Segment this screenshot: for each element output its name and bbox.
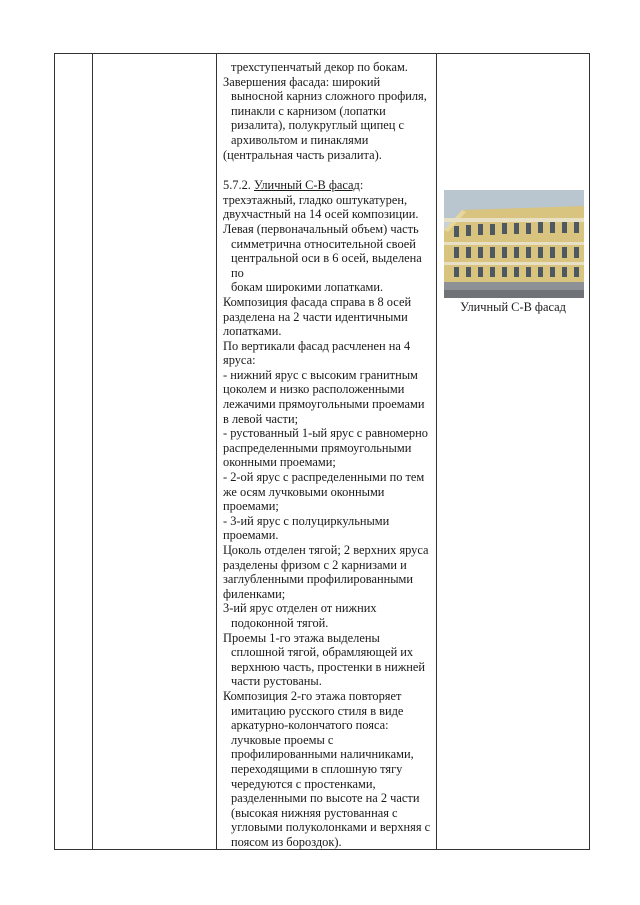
text-line: оконными проемами;	[223, 455, 336, 470]
text-line: переходящими в сплошную тягу	[231, 761, 403, 776]
text-line: - 2-ой ярус с распределенными по тем	[223, 470, 425, 485]
text-line: разделены фризом с 2 карнизами и	[223, 557, 407, 572]
description-text	[217, 54, 436, 849]
section-title: Уличный С-В фасад	[254, 178, 360, 193]
text-line: симметрична относительной своей	[231, 236, 416, 251]
text-line: аркатурно-колончатого пояса:	[231, 718, 389, 733]
text-line: лежачими прямоугольными проемами	[223, 397, 425, 412]
table-cell-photo	[437, 54, 590, 850]
text-line: двухчастный на 14 осей композиции.	[223, 207, 419, 222]
text-line: в левой части;	[223, 411, 299, 426]
text-line: разделенными по высоте на 2 части	[231, 791, 420, 806]
text-line: - рустованный 1-ый ярус с равномерно	[223, 426, 428, 441]
table-cell-description	[217, 54, 437, 850]
text-line: распределенными прямоугольными	[223, 440, 412, 455]
text-line: Проемы 1-го этажа выделены	[223, 630, 380, 645]
text-line: (центральная часть ризалита).	[223, 147, 382, 162]
text-line: центральной оси в 6 осей, выделена по	[231, 251, 422, 280]
text-line: лопатками.	[223, 324, 282, 339]
table-cell-number	[55, 54, 93, 850]
text-line: архивольтом и пинаклями	[231, 132, 369, 147]
text-line: подоконной тягой.	[231, 615, 329, 630]
text-line: - нижний ярус с высоким гранитным	[223, 367, 418, 382]
text-line: угловыми полуколонками и верхняя с	[231, 820, 431, 835]
text-line: пинакли с карнизом (лопатки	[231, 103, 386, 118]
text-line: профилированными наличниками,	[231, 747, 414, 762]
text-line: проемами.	[223, 528, 279, 543]
text-line: разделена на 2 части идентичными	[223, 309, 408, 324]
text-line: яруса:	[223, 353, 256, 368]
text-line: лучковые проемы с	[231, 732, 334, 747]
text-line: поясом из бороздок).	[231, 834, 342, 849]
text-line: ризалита), полукруглый щипец с	[231, 118, 405, 133]
section-heading: 5.7.2. Уличный С-В фасад:	[223, 178, 364, 193]
text-line: имитацию русского стиля в виде	[231, 703, 404, 718]
text-line: 3-ий ярус отделен от нижних	[223, 601, 377, 616]
table-cell-object	[93, 54, 217, 850]
text-line: проемами;	[223, 499, 279, 514]
text-line: чередуются с простенками,	[231, 776, 376, 791]
text-line: заглубленными профилированными	[223, 572, 414, 587]
photo-caption: Уличный С-В фасад	[460, 300, 566, 314]
text-line: филенками;	[223, 586, 286, 601]
text-line: Левая (первоначальный объем) часть	[223, 221, 419, 236]
text-line: бокам широкими лопатками.	[231, 280, 384, 295]
text-line: трехступенчатый декор по бокам.	[231, 60, 408, 74]
text-line: По вертикали фасад расчленен на 4	[223, 338, 411, 353]
text-line: сплошной тягой, обрамляющей их	[231, 645, 414, 660]
text-line: части рустованы.	[231, 674, 322, 689]
text-line: трехэтажный, гладко оштукатурен,	[223, 192, 408, 207]
text-line: верхнюю часть, простенки в нижней	[231, 659, 426, 674]
text-line: Композиция фасада справа в 8 осей	[223, 294, 412, 309]
facade-photo	[444, 190, 584, 298]
text-line: Завершения фасада: широкий	[223, 74, 381, 89]
description-table	[54, 53, 590, 850]
text-line: же осям лучковыми оконными	[223, 484, 385, 499]
text-line: цоколем и низко расположенными	[223, 382, 405, 397]
text-line: - 3-ий ярус с полуциркульными	[223, 513, 390, 528]
text-line: Цоколь отделен тягой; 2 верхних яруса	[223, 543, 429, 557]
section-number: 5.7.2.	[223, 178, 251, 193]
text-line: (высокая нижняя рустованная с	[231, 805, 398, 820]
text-line: выносной карниз сложного профиля,	[231, 89, 427, 104]
text-line: Композиция 2-го этажа повторяет	[223, 688, 402, 703]
